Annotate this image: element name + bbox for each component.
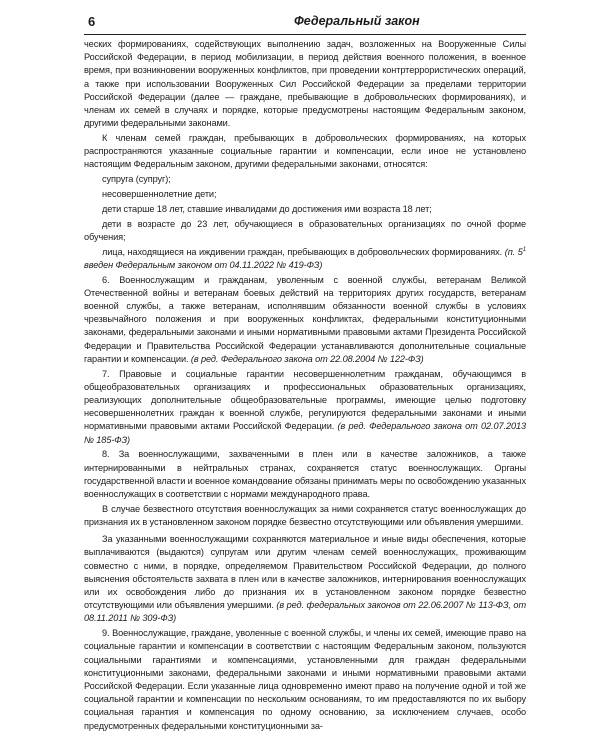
page-header: [84, 12, 526, 35]
list-item-students: дети в возрасте до 23 лет, обучающиеся в образовательных организациях по очной форме обучения;: [84, 218, 526, 242]
list-item-minor-children: несовершеннолетние дети;: [102, 189, 217, 200]
paragraph-item-6: 6. Военнослужащим и гражданам, уволенным с военной службы, ветеранам Великой Отечественной войны и ветеранам боевых действий на территориях других государств, ветеранам военной службы, а также ветеранам, исполнявшим обязанности военной службы в условиях чрезвычайного положения и при вооруженных конфликтах, федеральными конституционными законами, федеральными законами и иными нормативными правовыми актами Президента Российской Федерации и Правительства Российской Федерации устанавливаются дополнительные социальные гарантии и компенсации. (в ред. Федерального закона от 22.08.2004 № 122-ФЗ): [84, 274, 526, 364]
paragraph-missing-status: В случае безвестного отсутствия военнослужащих за ними сохраняется статус военнослужащих до признания их в установленном законом порядке безвестно отсутствующими или объявления умершими.: [84, 503, 526, 528]
list-item-disabled-children: дети старше 18 лет, ставшие инвалидами до достижения ими возраста 18 лет;: [102, 203, 432, 214]
paragraph-allowances: За указанными военнослужащими сохраняются материальное и иные виды обеспечения, которые выплачиваются (выдаются) супругам или другим членам семей военнослужащих, проживающим совместно с ними, в порядке, определяемом Правительством Российской Федерации, до полного выяснения обстоятельств захвата в плен или в качестве заложников, интернирования военнослужащих или их освобождения либо до признания их в установленном законом порядке безвестно отсутствующими или объявления умершими. (в ред. федеральных законов от 22.06.2007 № 113-ФЗ, от 08.11.2011 № 309-ФЗ): [84, 534, 526, 624]
amendment-note: (в ред. Федерального закона от 02.07.2013 № 185-ФЗ): [84, 421, 527, 445]
list-item-dependents: лица, находящиеся на иждивении граждан, пребывающих в добровольческих формированиях. (п. $5^1$ введен Федеральным законом от 04.11.2022 № 419-ФЗ): [84, 246, 527, 270]
paragraph-item-8: 8. За военнослужащими, захваченными в плен или в качестве заложников, а также интернированными в нейтральных странах, сохраняется статус военнослужащих. Органы государственной власти и военное командование обязаны принимать меры по освобождению указанных военнослужащих в соответствии с нормами международного права.: [84, 449, 526, 500]
running-title: Федеральный закон: [294, 14, 420, 28]
amendment-note: (в ред. федеральных законов от 22.06.2007 № 113-ФЗ, от 08.11.2011 № 309-ФЗ): [84, 600, 526, 624]
amendment-note: (п. $5^1$ введен Федеральным законом от 04.11.2022 № 419-ФЗ): [84, 246, 527, 270]
list-item-spouse: супруга (супруг);: [102, 174, 171, 185]
body-text: [84, 38, 526, 734]
paragraph-family-members: К членам семей граждан, пребывающих в добровольческих формированиях, на которых распространяются указанные социальные гарантии и компенсации, если иное не установлено настоящим Федеральным законом, другими федеральными законами, относятся:: [84, 133, 526, 170]
amendment-note: (в ред. Федерального закона от 22.08.2004 № 122-ФЗ): [190, 353, 424, 364]
paragraph-continuation: ческих формированиях, содействующих выполнению задач, возложенных на Вооруженные Силы Российской Федерации, в период мобилизации, в период действия военного положения, в военное время, при возникновении вооруженных конфликтов, при проведении контртеррористических операций, а также при использовании Вооруженных Сил Российской Федерации за пределами территории Российской Федерации (далее — граждане, пребывающие в добровольческих формированиях), и членам их семей в случаях и порядке, которые предусмотрены настоящим Федеральным законом, другими федеральными законами.: [84, 39, 526, 129]
page-number: 6: [88, 14, 96, 29]
paragraph-item-7: 7. Правовые и социальные гарантии несовершеннолетним гражданам, обучающимся в общеобразовательных организациях и профессиональных образовательных организациях, реализующих дополнительные общеобразовательные программы, имеющие целью подготовку несовершеннолетних граждан к военной службе, регулируются федеральными законами и иными нормативными правовыми актами Российской Федерации. (в ред. Федерального закона от 02.07.2013 № 185-ФЗ): [84, 368, 527, 445]
paragraph-item-9: 9. Военнослужащие, граждане, уволенные с военной службы, и члены их семей, имеющие право на социальные гарантии и компенсации в соответствии с настоящим Федеральным законом, пользуются социальными гарантиями и компенсациями, установленными для граждан федеральными конституционными законами, федеральными законами и иными нормативными правовыми актами Российской Федерации. Если указанные лица одновременно имеют право на получение одной и той же социальной гарантии и компенсации по нескольким основаниям, то им предоставляются по их выбору социальная гарантия и компенсация по одному основанию, за исключением случаев, особо предусмотренных федеральными конституционными за-: [84, 628, 526, 731]
